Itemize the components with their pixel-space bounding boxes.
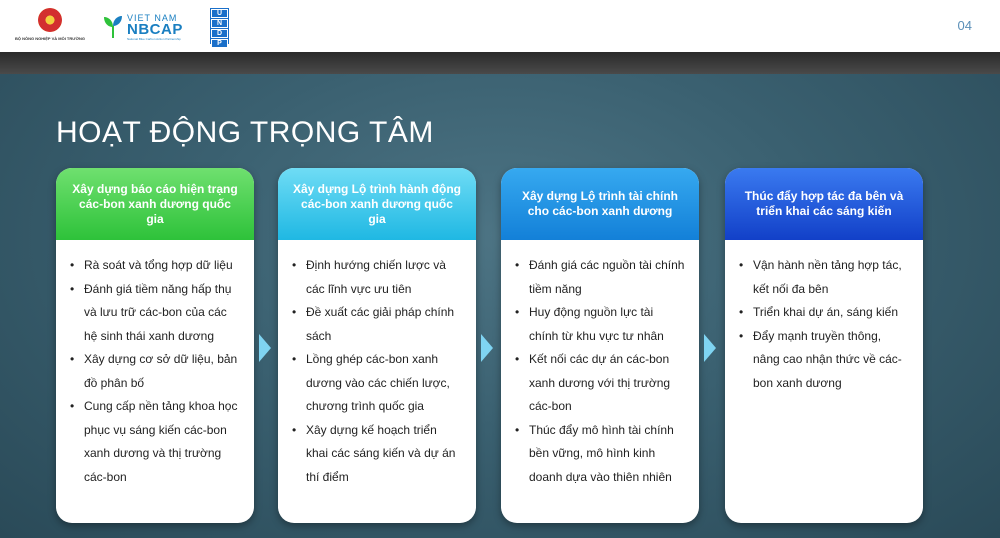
list-item: • Xây dựng cơ sở dữ liệu, bản đồ phân bố <box>84 348 240 395</box>
list-item: • Đề xuất các giải pháp chính sách <box>306 301 462 348</box>
list-item: • Rà soát và tổng hợp dữ liệu <box>84 254 240 278</box>
ministry-logo <box>14 8 86 46</box>
card-header <box>278 168 476 240</box>
chevron-right-icon <box>259 334 271 362</box>
card-heading: Xây dựng báo cáo hiện trạng các-bon xanh dương quốc gia <box>72 181 238 226</box>
card-heading: Thúc đẩy hợp tác đa bên và triển khai các sáng kiến <box>744 189 904 218</box>
list-item: • Đẩy mạnh truyền thông, nâng cao nhận thức về các-bon xanh dương <box>753 325 909 396</box>
undp-letter: D <box>211 29 228 38</box>
undp-letter: U <box>211 9 228 18</box>
list-item: • Cung cấp nền tảng khoa học phục vụ sáng kiến các-bon xanh dương và thị trường các-bon <box>84 395 240 489</box>
card-list <box>278 240 476 489</box>
list-item: • Đánh giá các nguồn tài chính tiềm năng <box>529 254 685 301</box>
chevron-right-icon <box>481 334 493 362</box>
activity-card-1 <box>56 168 254 523</box>
undp-logo <box>210 8 229 47</box>
list-item: • Triển khai dự án, sáng kiến <box>753 301 909 325</box>
sprout-icon <box>103 14 123 38</box>
card-header <box>56 168 254 240</box>
undp-letter: N <box>211 19 228 28</box>
nbcap-wordmark: NBCAP <box>127 21 183 38</box>
slide-title: HOẠT ĐỘNG TRỌNG TÂM <box>56 116 434 149</box>
list-item: • Lồng ghép các-bon xanh dương vào các chiến lược, chương trình quốc gia <box>306 348 462 419</box>
activity-card-2 <box>278 168 476 523</box>
card-header <box>725 168 923 240</box>
card-heading: Xây dựng Lộ trình hành động các-bon xanh dương quốc gia <box>292 181 461 226</box>
card-heading: Xây dựng Lộ trình tài chính cho các-bon xanh dương <box>521 189 679 218</box>
card-list <box>725 240 923 395</box>
list-item: • Vận hành nền tảng hợp tác, kết nối đa bên <box>753 254 909 301</box>
card-header <box>501 168 699 240</box>
slide-body <box>0 74 1000 538</box>
list-item: • Định hướng chiến lược và các lĩnh vực ưu tiên <box>306 254 462 301</box>
header-bar <box>0 0 1000 52</box>
divider-strip <box>0 52 1000 74</box>
nbcap-logo <box>103 12 189 42</box>
card-list <box>56 240 254 489</box>
nbcap-tagline: National Blue Carbon Action Partnership <box>127 37 181 41</box>
list-item: • Kết nối các dự án các-bon xanh dương với thị trường các-bon <box>529 348 685 419</box>
page-number: 04 <box>957 18 972 33</box>
activity-card-3 <box>501 168 699 523</box>
list-item: • Đánh giá tiềm năng hấp thụ và lưu trữ các-bon của các hệ sinh thái xanh dương <box>84 278 240 349</box>
list-item: • Thúc đẩy mô hình tài chính bền vững, mô hình kinh doanh dựa vào thiên nhiên <box>529 419 685 490</box>
card-list <box>501 240 699 489</box>
chevron-right-icon <box>704 334 716 362</box>
ministry-name: BỘ NÔNG NGHIỆP VÀ MÔI TRƯỜNG <box>15 36 85 41</box>
list-item: • Xây dựng kế hoạch triển khai các sáng kiến và dự án thí điểm <box>306 419 462 490</box>
nbcap-country: VIET NAM <box>127 13 178 23</box>
national-emblem-icon <box>38 8 62 32</box>
undp-letter: P <box>211 39 228 48</box>
activity-card-4 <box>725 168 923 523</box>
list-item: • Huy động nguồn lực tài chính từ khu vực tư nhân <box>529 301 685 348</box>
